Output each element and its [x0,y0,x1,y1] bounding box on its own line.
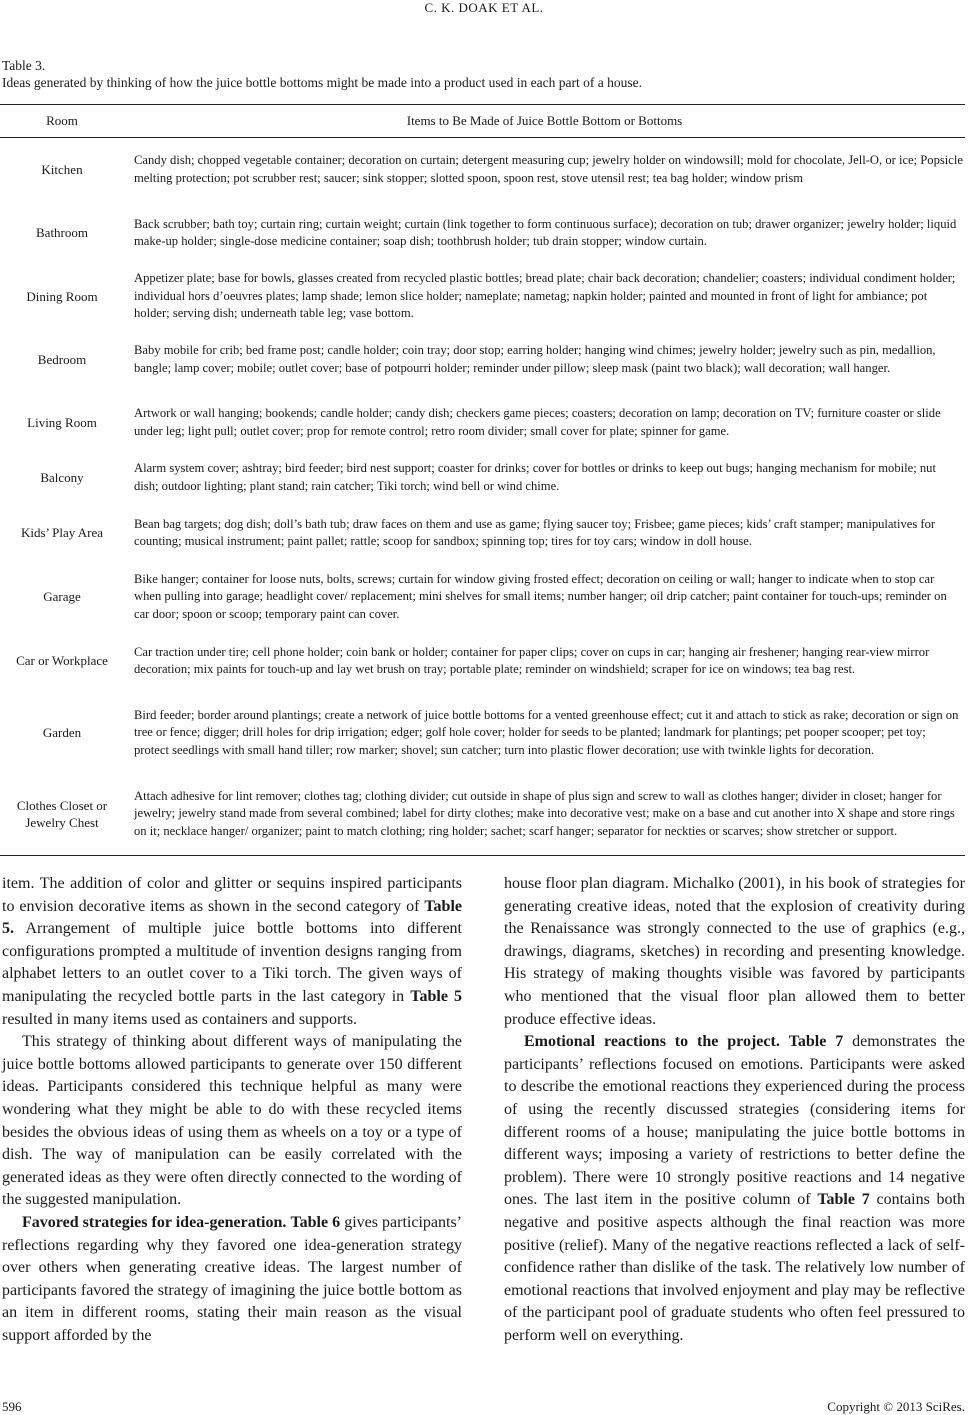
ideas-table [0,104,965,856]
paragraph [2,873,462,1031]
room-cell: Kitchen [41,161,83,177]
table-reference: Table 5 [410,987,462,1005]
room-cell: Garden [42,725,82,741]
room-cell: Dining Room [26,288,98,304]
table-row [0,565,965,629]
items-cell: Appetizer plate; base for bowls, glasses created from recycled plastic bottles; bread plate; chair back decoration; chandelier; coasters; individual condiment holder; individual hors d’oeuvres plates; lamp shade; lemon slice holder; nameplate; nametag; napkin holder; painted and mounted in front of light for ambiance; pot holder; serving dish; underneath table leg; vase bottom. [134,271,956,321]
paragraph-text: Arrangement of multiple juice bottle bottoms into different configurations prompted a multitude of invention designs ranging from alphabet letters to an outlet cover to a Tiki torch. The given ways of manipulating the recycled bottle parts in the last category in [2,920,462,1005]
table-row [0,328,965,391]
room-cell: Kids’ Play Area [20,525,104,541]
room-cell: Bathroom [36,225,88,241]
column-header-items: Items to Be Made of Juice Bottle Bottom or Bottoms [406,113,683,128]
table-row [0,265,965,328]
paragraph-text: gives participants’ reflections regarding why they favored one idea-generation strategy over others when generating creative ideas. The largest number of participants favored the strategy of imagining the juice bottle bottom as an item in different rooms, stating their main reason as the visual support afforded by the [2,1213,463,1344]
table-row [0,391,965,454]
table-row [0,454,965,501]
paragraph-text: resulted in many items used as containers and supports. [2,1010,358,1028]
table-reference: Table 7 [788,1033,844,1051]
paragraph [2,1212,462,1348]
section-heading: Favored strategies for idea-generation. [22,1213,287,1231]
paragraph: This strategy of thinking about different ways of manipulating the juice bottle bottoms allowed participants to generate over 150 different ideas. Participants considered this technique helpful as many were wondering what they might be able to do with these recycled items besides the obvious ideas of using them as wheels on a toy or a type of dish. The way of manipulation can be easily correlated with the generated ideas as they were often directly connected to the wording of the suggested manipulation. [2,1033,462,1209]
items-cell: Baby mobile for crib; bed frame post; candle holder; coin tray; door stop; earring holder; hanging wind chimes; jewelry holder; jewelry such as pin, medallion, bangle; lamp cover; mobile; outlet cover; base of potpourri holder; reminder under pillow; sleep mask (paint two black); wall decoration; wall hanger. [134,343,936,375]
room-cell: Bedroom [37,351,87,367]
paragraph-text: item. The addition of color and glitter or sequins inspired participants to envision decorative items as shown in the second category of [2,875,462,915]
room-cell: Clothes Closet or Jewelry Chest [16,797,108,830]
table-row [0,629,965,693]
room-cell: Living Room [27,414,97,430]
table-header-row [0,105,965,138]
room-cell: Garage [43,589,81,605]
right-text-column [504,873,965,1347]
table-reference: Table 5. [2,897,462,938]
table-reference: Table 6 [290,1213,341,1231]
items-cell: Car traction under tire; cell phone holder; coin bank or holder; container for paper clips; cover on cups in car; hanging air freshener; hanging rear-view mirror decoration; mix paints for touch-up and lay wet brush on tray; portable plate; reminder on windshield; scraper for ice on windows; tea bag rest. [134,644,930,676]
running-head: C. K. DOAK ET AL. [424,0,544,15]
items-cell: Bird feeder; border around plantings; create a network of juice bottle bottoms for a vented greenhouse effect; cut it and attach to stick as rake; decoration or sign on tree or fence; digger; drill holes for drip irrigation; edger; golf hole cover; holder for seeds to be planted; landmark for plantings; pet pooper scooper; pet toy; protect seedlings with small hand tiller; row marker; shovel; sun catcher; turn into plastic flower decoration; use with twinkle lights for decoration. [134,707,959,757]
room-cell: Car or Workplace [16,653,108,669]
items-cell: Back scrubber; bath toy; curtain ring; curtain weight; curtain (link together to form continuous surface); decoration on tub; drawer organizer; jewelry holder; liquid make-up holder; single-dose medicine container; soap dish; toothbrush holder; tub drain stopper; window curtain. [134,216,957,248]
column-header-room: Room [46,113,78,128]
items-cell: Alarm system cover; ashtray; bird feeder; bird nest support; coaster for drinks; cover for bottles or drinks to keep out bugs; hanging mechanism for mobile; nut dish; outdoor lighting; plant stand; rain catcher; Tiki torch; wind bell or wind chime. [134,461,936,493]
paragraph-text: contains both negative and positive aspects although the final reaction was more positive (relief). Many of the negative reactions reflected a lack of self-confidence rather than dislike of the task. The relatively low number of emotional reactions that involved enjoyment and play may be reflective of the participant pool of graduate students who often feel pressured to perform well on everything. [504,1191,966,1344]
table-row [0,773,965,855]
items-cell: Bike hanger; container for loose nuts, bolts, screws; curtain for window giving frosted effect; decoration on ceiling or wall; hanger to indicate when to stop car when pulling into garage; headlight cover/ replacement; mini shelves for small items; number hanger; oil drip catcher; paint container for touch-ups; reminder on car door; spoon or scoop; temporary paint can cover. [134,571,947,621]
paragraph [504,1031,965,1347]
copyright-notice: Copyright © 2013 SciRes. [827,1399,965,1414]
items-cell: Candy dish; chopped vegetable container; decoration on curtain; detergent measuring cup; jewelry holder on windowsill; mold for chocolate, Jell-O, or ice; Popsicle melting protection; pot scrubber rest; saucer; sink stopper; slotted spoon, spoon rest, stove utensil rest; tea bag holder; window prism [134,153,963,185]
room-cell: Balcony [40,469,84,485]
section-heading: Emotional reactions to the project. [524,1033,780,1051]
table-caption [2,57,642,91]
table-caption-text: Ideas generated by thinking of how the juice bottle bottoms might be made into a product used in each part of a house. [2,75,642,90]
items-cell: Attach adhesive for lint remover; clothes tag; clothing divider; cut outside in shape of plus sign and screw to wall as clothes hanger; divider in closet; hanger for jewelry; jewelry stand made from several combined; label for dirty clothes; make into decorative vest; make on a base and cut another into X shape and store rings on it; necklace hanger/ organizer; paint to match clothing; ring holder; sachet; scarf hanger; separator for neckties or scarves; show stretcher or support. [134,788,955,838]
page-number: 596 [2,1399,22,1414]
items-cell: Bean bag targets; dog dish; doll’s bath tub; draw faces on them and use as game; flying saucer toy; Frisbee; game pieces; kids’ craft stamper; manipulatives for counting; musical instrument; paint pallet; rattle; scoop for sandbox; spinning top; tires for toy cars; window in doll house. [134,516,936,548]
table-row [0,138,965,201]
left-text-column [2,873,462,1347]
items-cell: Artwork or wall hanging; bookends; candle holder; candy dish; checkers game pieces; coasters; decoration on lamp; decoration on TV; furniture coaster or slide under leg; light pull; outlet cover; prop for remote control; retro room divider; small cover for plate; spinner for game. [134,406,941,438]
table-label: Table 3. [2,58,46,73]
paragraph: house floor plan diagram. Michalko (2001), in his book of strategies for generating creative ideas, noted that the explosion of creativity during the Renaissance was strongly connected to the use of graphics (e.g., drawings, diagrams, sketches) in recording and presenting knowledge. His strategy of making thoughts visible was favored by participants who mentioned that the visual floor plan allowed them to better produce effective ideas. [504,875,965,1028]
paragraph-text: demonstrates the participants’ reflections focused on emotions. Participants were asked to describe the emotional reactions they experienced during the process of using the recently discussed strategies (considering items for different rooms of a house; manipulating the juice bottle bottoms in different ways; imposing a variety of restrictions to better define the problem). There were 10 strongly positive reactions and 14 negative ones. The last item in the positive column of [504,1033,965,1209]
table-row [0,201,965,265]
table-row [0,693,965,773]
table-row [0,501,965,565]
table-reference: Table 7 [817,1191,870,1209]
